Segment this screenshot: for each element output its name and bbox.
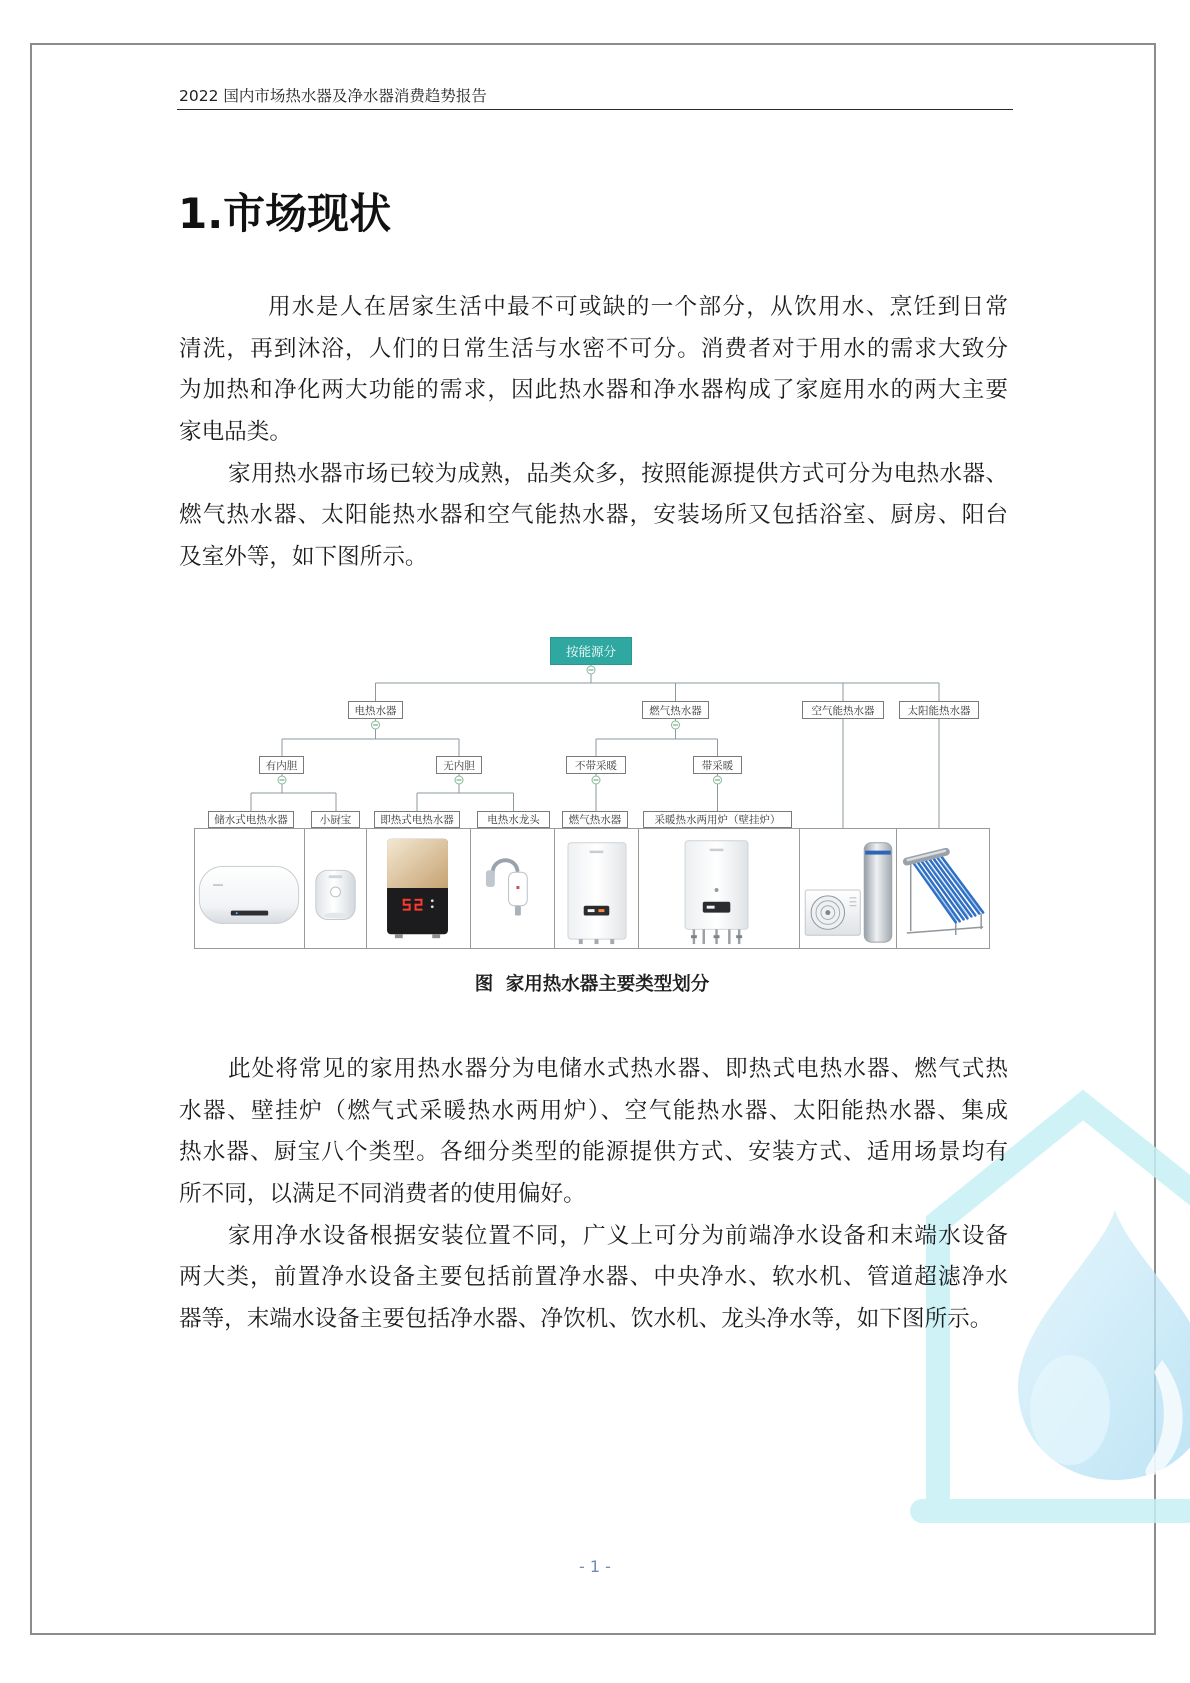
gas-heater-image: [555, 829, 638, 948]
product-cell-air-source-heater: [799, 828, 896, 949]
node-wall-boiler: 采暖热水两用炉（壁挂炉）: [643, 811, 792, 828]
electric-faucet-image: [471, 829, 554, 948]
product-cell-electric-faucet: [470, 828, 554, 949]
instant-heater-image: [367, 829, 470, 948]
product-cell-wall-boiler: [638, 828, 799, 949]
body-text: [179, 1049, 1008, 1341]
paragraph-line: 水器、壁挂炉（燃气式采暖热水两用炉）、空气能热水器、太阳能热水器、集成: [179, 1097, 1008, 1124]
kitchen-heater-image: [305, 829, 366, 948]
connector-level2: [251, 774, 718, 811]
paragraph-line: 两大类，前置净水设备主要包括前置净水器、中央净水、软水机、管道超滤净水: [179, 1264, 1008, 1291]
air-source-heater-image: [800, 829, 896, 948]
node-electric-heater: 电热水器: [348, 701, 403, 719]
node-solar-heater: 太阳能热水器: [899, 701, 979, 719]
paragraph-line: 用水是人在居家生活中最不可或缺的一个部分，从饮用水、烹饪到日常: [268, 294, 1008, 320]
paragraph-line: 器等，末端水设备主要包括净水器、净饮机、饮水机、龙头净水等，如下图所示。: [179, 1306, 993, 1333]
node-storage-electric: 储水式电热水器: [208, 811, 294, 828]
node-gas-heater: 燃气热水器: [642, 701, 709, 719]
node-tankless: 无内胆: [436, 756, 482, 774]
connector-air-solar: [843, 719, 939, 828]
storage-heater-image: [195, 829, 304, 948]
section-title: 1.市场现状: [178, 189, 392, 238]
solar-heater-image: [897, 829, 989, 948]
running-header: 2022 国内市场热水器及净水器消费趋势报告: [179, 87, 487, 105]
paragraph-line: 家电品类。: [179, 419, 292, 446]
paragraph-line: 及室外等，如下图所示。: [179, 544, 428, 571]
collapse-toggle-minus: [280, 670, 721, 780]
paragraph-line: 燃气热水器、太阳能热水器和空气能热水器，安装场所又包括浴室、厨房、阳台: [179, 502, 1008, 529]
node-instant-electric: 即热式电热水器: [374, 811, 460, 828]
product-cell-storage-heater: [194, 828, 304, 949]
product-cell-solar-heater: [896, 828, 990, 949]
paragraph-line: 清洗，再到沐浴，人们的日常生活与水密不可分。消费者对于用水的需求大致分: [179, 335, 1008, 362]
figure-caption: 图 家用热水器主要类型划分: [474, 974, 710, 995]
paragraph-line: 家用净水设备根据安装位置不同，广义上可分为前端净水设备和末端水设备: [228, 1222, 1008, 1249]
node-with-heating: 带采暖: [693, 756, 742, 774]
connector-gas: [596, 719, 718, 756]
node-gas-water-heater: 燃气热水器: [562, 811, 628, 828]
product-cell-instant-heater: [366, 828, 470, 949]
product-cell-kitchen-heater: [304, 828, 366, 949]
node-with-tank: 有内胆: [259, 756, 304, 774]
water-heater-type-diagram: [194, 632, 990, 950]
product-cell-gas-heater: [554, 828, 638, 949]
node-no-heating: 不带采暖: [566, 756, 626, 774]
node-root: 按能源分: [550, 637, 632, 665]
paragraph-line: 此处将常见的家用热水器分为电储水式热水器、即热式电热水器、燃气式热: [228, 1056, 1008, 1082]
connector-root: [376, 665, 940, 701]
watermark-drop-shade: [1030, 1355, 1110, 1465]
paragraph-line: 为加热和净化两大功能的需求，因此热水器和净水器构成了家庭用水的两大主要: [179, 377, 1008, 404]
node-kitchen-heater: 小厨宝: [311, 811, 360, 828]
page-number: - 1 -: [579, 1557, 611, 1576]
intro-text: [179, 287, 1008, 579]
paragraph-line: 家用热水器市场已较为成熟，品类众多，按照能源提供方式可分为电热水器、: [228, 460, 1008, 487]
header-rule: [177, 109, 1013, 110]
wall-boiler-image: [639, 829, 799, 948]
connector-electric: [282, 719, 459, 756]
paragraph-line: 所不同，以满足不同消费者的使用偏好。: [179, 1181, 586, 1208]
node-electric-faucet: 电热水龙头: [477, 811, 550, 828]
node-air-source-heater: 空气能热水器: [802, 701, 884, 719]
paragraph-line: 热水器、厨宝八个类型。各细分类型的能源提供方式、安装方式、适用场景均有: [179, 1139, 1008, 1166]
